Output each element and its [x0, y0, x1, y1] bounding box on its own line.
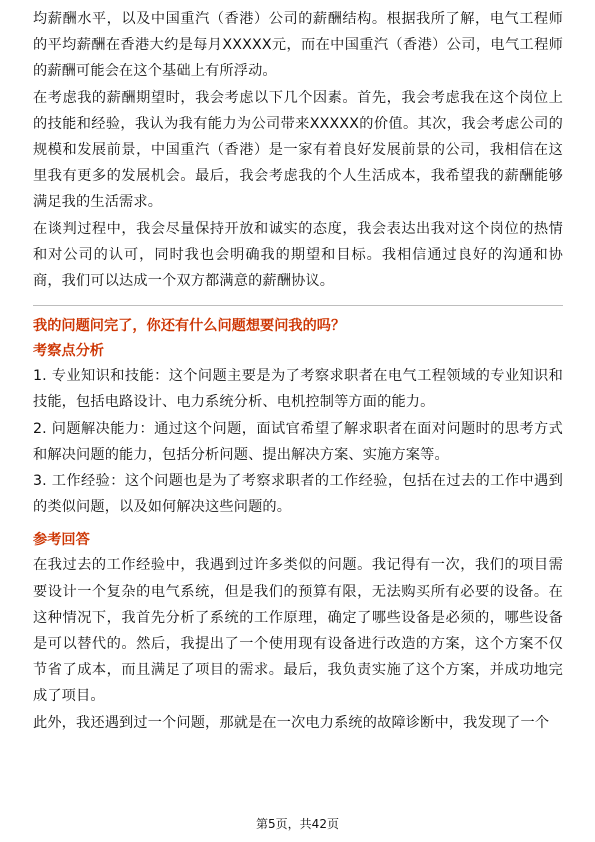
- page-content: [33, 6, 563, 736]
- body-paragraph-1: 均薪酬水平，以及中国重汽（香港）公司的薪酬结构。根据我所了解，电气工程师的平均薪酬在香港大约是每月XXXXX元，而在中国重汽（香港）公司，电气工程师的薪酬可能会在这个基础上有所浮动。: [33, 11, 563, 80]
- section-gap: [33, 520, 563, 528]
- body-paragraph-3: 在谈判过程中，我会尽量保持开放和诚实的态度，我会表达出我对这个岗位的热情和对公司的认可，同时我也会明确我的期望和目标。我相信通过良好的沟通和协商，我们可以达成一个双方都满意的薪酬协议。: [33, 220, 563, 290]
- analysis-item-3: 3. 工作经验：这个问题也是为了考察求职者的工作经验，包括在过去的工作中遇到的类似问题，以及如何解决这些问题的。: [33, 473, 563, 516]
- analysis-item-1: 1. 专业知识和技能：这个问题主要是为了考察求职者在电气工程领域的专业知识和技能，包括电路设计、电力系统分析、电机控制等方面的能力。: [33, 368, 563, 411]
- answer-title: 参考回答: [33, 532, 90, 549]
- analysis-item-2: 2. 问题解决能力：通过这个问题，面试官希望了解求职者在面对问题时的思考方式和解决问题的能力，包括分析问题、提出解决方案、实施方案等。: [33, 420, 563, 463]
- answer-paragraph-2: 此外，我还遇到过一个问题，那就是在一次电力系统的故障诊断中，我发现了一个: [33, 714, 550, 731]
- analysis-title: 考察点分析: [33, 343, 104, 360]
- section-divider: [33, 305, 563, 306]
- page-number-footer: 第5页，共42页: [256, 817, 339, 831]
- answer-paragraph-1: 在我过去的工作经验中，我遇到过许多类似的问题。我记得有一次，我们的项目需要设计一个复杂的电气系统，但是我们的预算有限，无法购买所有必要的设备。在这种情况下，我首先分析了系统的工作原理，确定了哪些设备是必须的，哪些设备是可以替代的。然后，我提出了一个使用现有设备进行改造的方案，这个方案不仅节省了成本，而且满足了项目的需求。最后，我负责实施了这个方案，并成功地完成了项目。: [33, 557, 563, 705]
- question-heading: 我的问题问完了，你还有什么问题想要问我的吗？: [33, 318, 346, 335]
- body-paragraph-2: 在考虑我的薪酬期望时，我会考虑以下几个因素。首先，我会考虑我在这个岗位上的技能和经验，我认为我有能力为公司带来XXXXX的价值。其次，我会考虑公司的规模和发展前景，中国重汽（香港）是一家有着良好发展前景的公司，我相信在这里我有更多的发展机会。最后，我会考虑我的个人生活成本，我希望我的薪酬能够满足我的生活需求。: [33, 89, 563, 211]
